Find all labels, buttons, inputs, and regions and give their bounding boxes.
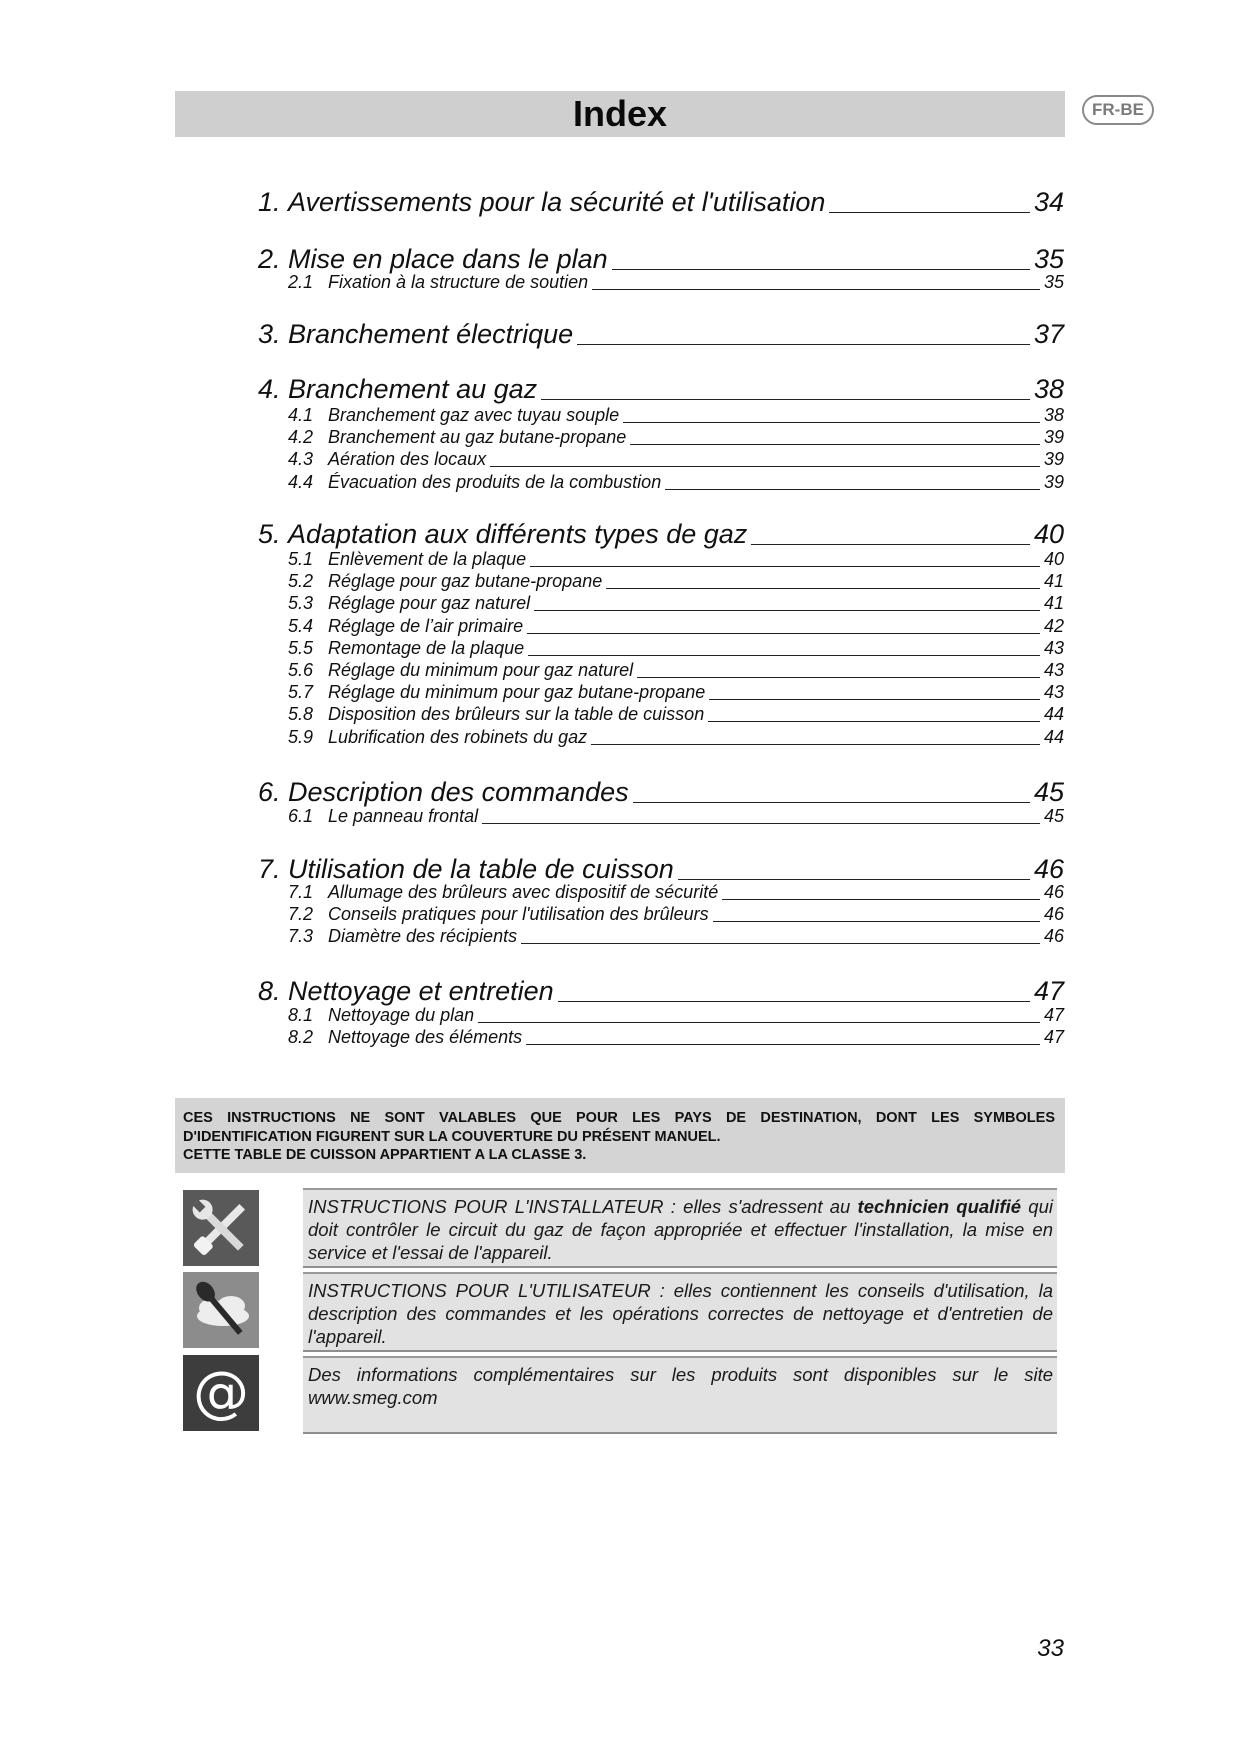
toc-subsection-title: Nettoyage des éléments [328, 1027, 523, 1048]
leader-line [606, 588, 1040, 589]
toc-subsection [288, 471, 1064, 493]
warning-box [175, 1098, 1065, 1173]
toc-subsection-title: Évacuation des produits de la combustion [328, 471, 662, 492]
toc-section [258, 184, 1064, 218]
toc-section-title: Utilisation de la table de cuisson [288, 854, 674, 884]
leader-line [722, 899, 1040, 900]
toc-subsection-page: 43 [1043, 660, 1064, 680]
toc-section-number: 2. [258, 244, 281, 274]
toc-subsection-number: 7.2 [288, 904, 314, 925]
toc-subsection-page: 39 [1043, 427, 1064, 448]
leader-line [592, 289, 1040, 290]
toc-section-page: 34 [1033, 187, 1064, 217]
toc-subsection [288, 637, 1064, 659]
toc-subsection-title: Lubrification des robinets du gaz [328, 726, 588, 747]
leader-line [678, 879, 1030, 880]
page-number: 33 [1037, 1635, 1064, 1662]
toc-subsection-number: 5.8 [288, 704, 314, 725]
toc-section-number: 7. [258, 854, 281, 884]
toc-subsection-number: 4.4 [288, 471, 314, 492]
toc-subsection [288, 881, 1064, 903]
toc-subsection-page: 45 [1043, 806, 1064, 826]
leader-line [521, 943, 1040, 944]
toc-subsection [288, 448, 1064, 470]
toc-subsection-page: 40 [1043, 549, 1064, 569]
toc-subsection-title: Disposition des brûleurs sur la table de cuisson [328, 704, 705, 725]
leader-line [591, 744, 1040, 745]
toc-section-title: Avertissements pour la sécurité et l'utilisation [288, 187, 826, 217]
at-sign-icon [183, 1355, 259, 1431]
chef-spoon-icon [183, 1272, 259, 1348]
toc-subsection-number: 5.1 [288, 549, 314, 569]
toc-subsection-number: 4.1 [288, 405, 314, 425]
leader-line [623, 422, 1040, 423]
toc-subsection-number: 2.1 [288, 272, 314, 292]
toc-subsection-number: 8.2 [288, 1027, 314, 1048]
toc-subsection-number: 4.3 [288, 449, 314, 470]
toc-subsection-number: 8.1 [288, 1005, 314, 1025]
toc-subsection-title: Réglage pour gaz naturel [328, 593, 531, 614]
toc-section-number: 4. [258, 374, 281, 404]
toc-subsection-page: 41 [1043, 593, 1064, 614]
toc-subsection-title: Aération des locaux [328, 449, 487, 470]
toc-section-number: 8. [258, 976, 281, 1006]
toc-subsection [288, 615, 1064, 637]
toc-section [258, 774, 1064, 808]
toc-subsection-page: 43 [1043, 682, 1064, 703]
toc-subsection-page: 47 [1043, 1027, 1064, 1048]
leader-line [708, 721, 1040, 722]
toc-subsection [288, 925, 1064, 947]
toc-subsection-page: 35 [1043, 272, 1064, 292]
toc-subsection [288, 271, 1064, 293]
warning-line-3: CETTE TABLE DE CUISSON APPARTIENT A LA CLASSE 3. [183, 1147, 587, 1163]
leader-line [829, 212, 1030, 213]
warning-line-1: CES INSTRUCTIONS NE SONT VALABLES QUE POUR LES PAYS DE DESTINATION, DONT LES SYMBOLES [183, 1110, 1055, 1126]
toc-subsection-number: 6.1 [288, 806, 314, 826]
leader-line [558, 1001, 1030, 1002]
toc-subsection-title: Remontage de la plaque [328, 637, 525, 658]
toc-subsection-page: 39 [1043, 449, 1064, 470]
leader-line [534, 610, 1040, 611]
toc-section [258, 316, 1064, 350]
leader-line [612, 269, 1030, 270]
leader-line [637, 677, 1040, 678]
toc-subsection-number: 5.7 [288, 682, 314, 703]
toc-subsection-page: 46 [1043, 882, 1064, 902]
toc-section-page: 47 [1033, 976, 1064, 1006]
toc-section-page: 45 [1033, 777, 1064, 807]
toc-section [258, 973, 1064, 1007]
toc-subsection-number: 5.9 [288, 726, 314, 747]
toc-subsection-page: 42 [1043, 615, 1064, 636]
leader-line [665, 489, 1040, 490]
toc-section-number: 6. [258, 777, 281, 807]
leader-line [709, 699, 1040, 700]
leader-line [633, 802, 1030, 803]
toc-subsection-number: 5.2 [288, 571, 314, 592]
toc-subsection-page: 44 [1043, 726, 1064, 747]
leader-line [482, 823, 1040, 824]
toc-subsection [288, 726, 1064, 748]
toc-subsection-number: 5.5 [288, 637, 314, 658]
toc-subsection-page: 44 [1043, 704, 1064, 725]
toc-subsection-page: 47 [1043, 1005, 1064, 1025]
toc-subsection [288, 570, 1064, 592]
toc-subsection-number: 5.3 [288, 593, 314, 614]
toc-subsection-title: Nettoyage du plan [328, 1005, 475, 1025]
language-badge: FR-BE [1082, 95, 1154, 125]
toc-section-number: 3. [258, 319, 281, 349]
page-title: Index [572, 93, 668, 134]
leader-line [526, 1044, 1040, 1045]
toc-subsection [288, 426, 1064, 448]
toc-subsection-title: Réglage de l’air primaire [328, 615, 524, 636]
toc-subsection-title: Enlèvement de la plaque [328, 549, 527, 569]
toc-section-number: 5. [258, 519, 281, 549]
leader-line [490, 466, 1040, 467]
toc-section-page: 38 [1033, 374, 1064, 404]
toc-subsection [288, 659, 1064, 681]
toc-section-title: Adaptation aux différents types de gaz [288, 519, 748, 549]
toc-section-title: Branchement au gaz [288, 374, 538, 404]
toc-subsection [288, 404, 1064, 426]
warning-line-2: D'IDENTIFICATION FIGURENT SUR LA COUVERTURE DU PRÉSENT MANUEL. [183, 1128, 721, 1145]
toc-subsection [288, 592, 1064, 614]
leader-line [713, 921, 1040, 922]
user-instructions: INSTRUCTIONS POUR L'UTILISATEUR : elles contiennent les conseils d'utilisation, la description des commandes et les opérations correctes de nettoyage et d'entretien de l'appareil. [303, 1272, 1057, 1352]
toc-section-page: 37 [1033, 319, 1064, 349]
toc-subsection-title: Le panneau frontal [328, 806, 479, 826]
toc-subsection-title: Branchement au gaz butane-propane [328, 427, 627, 448]
leader-line [478, 1022, 1040, 1023]
header-bar [175, 91, 1065, 137]
toc-subsection-page: 46 [1043, 904, 1064, 925]
toc-subsection-title: Réglage du minimum pour gaz naturel [328, 660, 634, 680]
toc-subsection-number: 7.3 [288, 926, 314, 947]
toc-section-title: Mise en place dans le plan [288, 244, 608, 274]
toc-subsection [288, 1026, 1064, 1048]
toc-subsection-page: 46 [1043, 926, 1064, 947]
toc-section-title: Branchement électrique [288, 319, 574, 349]
toc-subsection [288, 703, 1064, 725]
leader-line [630, 444, 1040, 445]
toc-section [258, 371, 1064, 405]
toc-subsection-number: 5.6 [288, 660, 314, 680]
toc-section-page: 40 [1033, 519, 1064, 549]
toc-section [258, 851, 1064, 885]
toc-subsection-title: Réglage pour gaz butane-propane [328, 571, 603, 592]
toc-subsection-title: Conseils pratiques pour l'utilisation des brûleurs [328, 904, 709, 925]
toc-subsection [288, 548, 1064, 570]
leader-line [751, 544, 1030, 545]
toc-subsection-title: Diamètre des récipients [328, 926, 518, 947]
toc-section-title: Nettoyage et entretien [288, 976, 554, 1006]
toc-subsection-page: 43 [1043, 637, 1064, 658]
tools-icon [183, 1190, 259, 1266]
toc-subsection-title: Allumage des brûleurs avec dispositif de sécurité [328, 882, 719, 902]
toc-subsection [288, 903, 1064, 925]
leader-line [528, 655, 1040, 656]
toc-subsection-page: 39 [1043, 471, 1064, 492]
toc-subsection [288, 681, 1064, 703]
svg-text:@: @ [193, 1360, 249, 1425]
toc-section-page: 46 [1033, 854, 1064, 884]
toc-section-number: 1. [258, 187, 281, 217]
leader-line [530, 566, 1040, 567]
toc-subsection-title: Réglage du minimum pour gaz butane-propane [328, 682, 706, 703]
toc-section-title: Description des commandes [288, 777, 629, 807]
toc-section [258, 241, 1064, 275]
toc-section [258, 516, 1064, 550]
web-info: Des informations complémentaires sur les produits sont disponibles sur le site www.smeg.com [303, 1356, 1057, 1434]
toc-subsection-title: Branchement gaz avec tuyau souple [328, 405, 620, 425]
toc-section-page: 35 [1033, 244, 1064, 274]
toc-subsection-title: Fixation à la structure de soutien [328, 272, 589, 292]
toc-subsection-number: 7.1 [288, 882, 314, 902]
toc-subsection [288, 805, 1064, 827]
installer-instructions: INSTRUCTIONS POUR L'INSTALLATEUR : elles s'adressent au technicien qualifié qui doit contrôler le circuit du gaz de façon appropriée et effectuer l'installation, la mise en service et l'essai de l'appareil. [303, 1188, 1057, 1268]
leader-line [577, 344, 1030, 345]
leader-line [541, 399, 1030, 400]
toc-subsection [288, 1004, 1064, 1026]
toc-subsection-page: 41 [1043, 571, 1064, 592]
leader-line [527, 633, 1040, 634]
toc-subsection-number: 4.2 [288, 427, 314, 448]
toc-subsection-number: 5.4 [288, 615, 314, 636]
toc-subsection-page: 38 [1043, 405, 1064, 425]
